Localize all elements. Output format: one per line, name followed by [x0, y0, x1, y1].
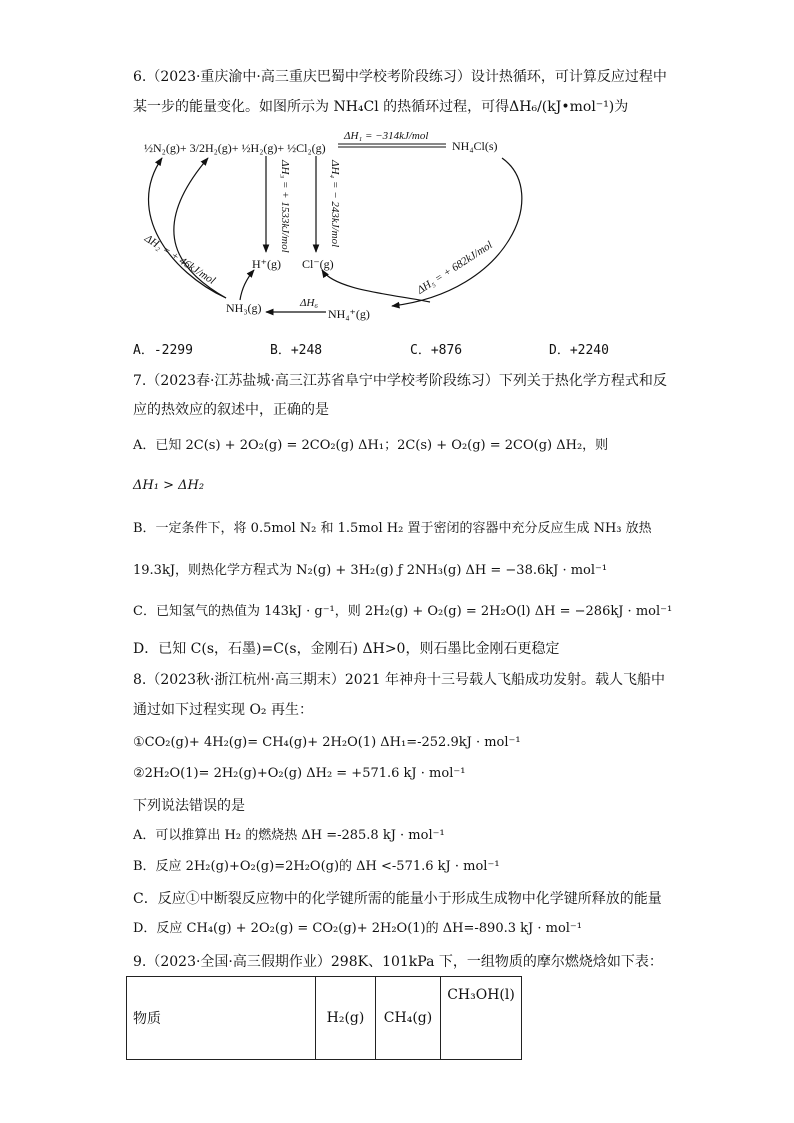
q8-option-a: A．可以推算出 H₂ 的燃烧热 ΔH =-285.8 kJ · mol⁻¹: [133, 828, 445, 843]
nh3-to-hplus-arrow: [240, 270, 254, 300]
q7-option-a-line2: ΔH₁ > ΔH₂: [133, 478, 205, 493]
q8-option-b: B．反应 2H₂(g)+O₂(g)=2H₂O(g)的 ΔH <-571.6 kJ · mol⁻¹: [133, 859, 500, 874]
nh4-to-cl-arrow: [322, 270, 430, 302]
q7-option-a-line1: A．已知 2C(s) + 2O₂(g) = 2CO₂(g) ΔH₁；2C(s) + O₂(g) = 2CO(g) ΔH₂，则: [133, 438, 609, 453]
nh4plus-label: NH₄⁺(g): [328, 307, 370, 321]
q8-stem-line2: 通过如下过程实现 O₂ 再生：: [133, 702, 313, 718]
diagram-reactants-label: ½N₂(g)+ 3/2H₂(g)+ ½H₂(g)+ ½Cl₂(g): [144, 141, 326, 155]
q7-option-b-line2: 19.3kJ，则热化学方程式为 N₂(g) + 3H₂(g) ƒ 2NH₃(g) ΔH = −38.6kJ · mol⁻¹: [133, 563, 608, 578]
q7-option-b-line1: B．一定条件下，将 0.5mol N₂ 和 1.5mol H₂ 置于密闭的容器中充分反应生成 NH₃ 放热: [133, 521, 652, 536]
hplus-label: H⁺(g): [252, 257, 281, 271]
combustion-enthalpy-table: [126, 976, 522, 1060]
nh3-label: NH₃(g): [226, 301, 262, 315]
nh4cl-label: NH₄Cl(s): [452, 139, 498, 153]
q8-equation-2: ②2H₂O(1)= 2H₂(g)+O₂(g) ΔH₂ = +571.6 kJ · mol⁻¹: [133, 766, 466, 781]
clminus-label: Cl⁻(g): [302, 257, 334, 271]
q8-option-c: C．反应①中断裂反应物中的化学键所需的能量小于形成生成物中化学键所释放的能量: [133, 891, 662, 907]
table-row-label: 物质: [127, 977, 316, 1060]
table-cell-h2: H₂(g): [316, 977, 376, 1060]
q6-stem-line1: 6.（2023·重庆渝中·高三重庆巴蜀中学校考阶段练习）设计热循环，可计算反应过程中: [133, 69, 667, 85]
q8-question: 下列说法错误的是: [133, 798, 245, 814]
q8-stem-line1: 8.（2023秋·浙江杭州·高三期末）2021 年神舟十三号载人飞船成功发射。载人飞船中: [133, 672, 665, 688]
q6-option-a: A．-2299: [133, 343, 193, 358]
dh6-label: ΔH₆: [300, 297, 319, 309]
q8-option-d: D．反应 CH₄(g) + 2O₂(g) = CO₂(g)+ 2H₂O(1)的 ΔH=-890.3 kJ · mol⁻¹: [133, 921, 582, 936]
q7-option-d: D．已知 C(s，石墨)=C(s，金刚石) ΔH>0，则石墨比金刚石更稳定: [133, 641, 560, 657]
table-cell-ch4: CH₄(g): [376, 977, 441, 1060]
dh3-label: ΔH₃ = + 1533kJ/mol: [279, 160, 291, 253]
dh5-curve-arrow: [392, 158, 522, 306]
q9-stem: 9.（2023·全国·高三假期作业）298K、101kPa 下，一组物质的摩尔燃烧焓如下表：: [133, 954, 663, 970]
q7-option-c: C．已知氢气的热值为 143kJ · g⁻¹，则 2H₂(g) + O₂(g) = 2H₂O(l) ΔH = −286kJ · mol⁻¹: [133, 604, 673, 619]
nh4cl-thermal-cycle-diagram: [130, 122, 530, 332]
q8-equation-1: ①CO₂(g)+ 4H₂(g)= CH₄(g)+ 2H₂O(1) ΔH₁=-252.9kJ · mol⁻¹: [133, 735, 521, 750]
dh2-label: ΔH₂ = + 46kJ/mol: [142, 232, 218, 287]
q7-stem-line2: 应的热效应的叙述中，正确的是: [133, 402, 329, 418]
table-row: [127, 977, 522, 1060]
dh5-label: ΔH₅ = + 682kJ/mol: [415, 238, 495, 297]
q6-stem-line2: 某一步的能量变化。如图所示为 NH₄Cl 的热循环过程，可得ΔH₆/(kJ•mol⁻¹)为: [133, 99, 629, 115]
q6-option-c: C．+876: [410, 343, 463, 358]
q6-option-d: D．+2240: [549, 343, 609, 358]
q6-option-b: B．+248: [270, 343, 323, 358]
table-cell-ch3oh: CH₃OH(l): [441, 977, 522, 1060]
dh4-label: ΔH₄ = − 243kJ/mol: [329, 160, 341, 248]
q7-stem-line1: 7.（2023春·江苏盐城·高三江苏省阜宁中学校考阶段练习）下列关于热化学方程式和反: [133, 373, 667, 389]
dh1-label: ΔH₁ = −314kJ/mol: [344, 130, 429, 142]
